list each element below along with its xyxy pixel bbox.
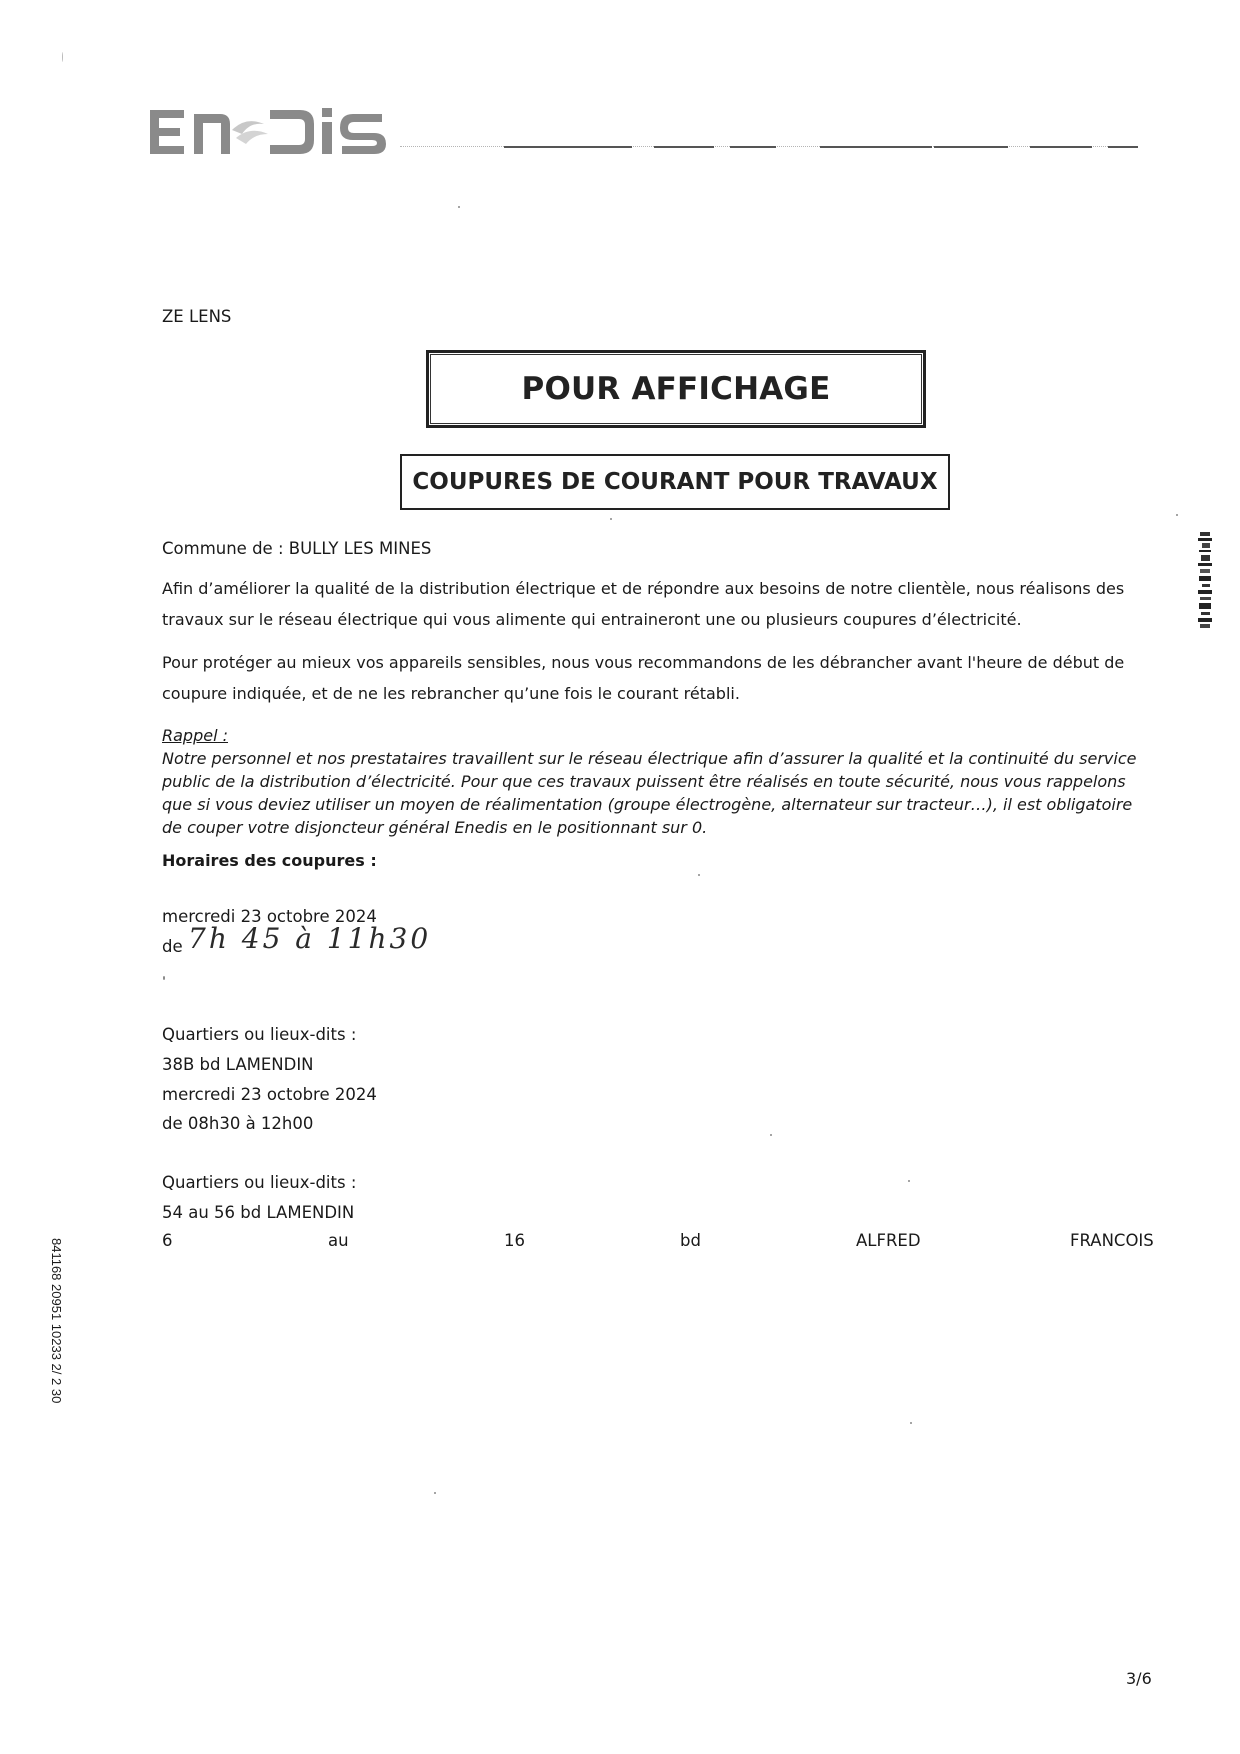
commune-line: Commune de : BULLY LES MINES — [162, 539, 432, 558]
barcode-mark — [1198, 532, 1212, 628]
outage-1-handwritten-hours: 7h 45 à 11h30 — [188, 922, 432, 955]
scan-speck — [163, 976, 165, 980]
outage-2-address: 38B bd LAMENDIN — [162, 1055, 314, 1074]
header-rule-segment — [934, 146, 1008, 148]
scan-speck — [458, 206, 460, 208]
scan-speck — [434, 1492, 436, 1494]
header-rule-segment — [1108, 146, 1138, 148]
protection-paragraph: Pour protéger au mieux vos appareils sensibles, nous vous recommandons de les débrancher avant l'heure de début de coupure indiquée, et de ne les rebrancher qu’une fois le courant rétabli. — [162, 653, 1125, 703]
page-number: 3/6 — [1126, 1669, 1152, 1688]
display-title: POUR AFFICHAGE — [521, 371, 831, 407]
scan-speck — [908, 1180, 910, 1182]
scan-speck — [62, 52, 63, 62]
header-rule-segment — [730, 146, 776, 148]
side-reference-wrapper — [44, 1238, 68, 1458]
display-title-box — [426, 350, 926, 428]
outage-3-areas-label: Quartiers ou lieux-dits : — [162, 1173, 357, 1192]
outage-3-address-2-part: ALFRED — [856, 1231, 921, 1250]
outage-1-date: mercredi 23 octobre 2024 — [162, 907, 377, 926]
scan-speck — [910, 1422, 912, 1424]
unit-label: ZE LENS — [162, 307, 232, 326]
outage-2-areas-label: Quartiers ou lieux-dits : — [162, 1025, 357, 1044]
rappel-heading — [162, 725, 228, 747]
intro-paragraph: Afin d’améliorer la qualité de la distribution électrique et de répondre aux besoins de notre clientèle, nous réalisons des travaux sur le réseau électrique qui vous alimente qui entraineront une ou plusieurs coupures d’électricité. — [162, 579, 1125, 629]
outage-3-address-2-part: FRANCOIS — [1070, 1231, 1154, 1250]
scan-speck — [770, 1134, 772, 1136]
side-reference-code: 841168 20951 10233 2/ 2 30 — [49, 1238, 64, 1404]
outage-3-address-2-part: 16 — [504, 1231, 525, 1250]
rappel-text: Notre personnel et nos prestataires travaillent sur le réseau électrique afin d’assurer la qualité et la continuité du service public de la distribution d’électricité. Pour que ces travaux puissent être réalisés en toute sécurité, nous vous rappelons que si vous deviez utiliser un moyen de réalimentation (groupe électrogène, alternateur sur tracteur…), il est obligatoire de couper votre disjoncteur général Enedis en le positionnant sur 0. — [162, 749, 1137, 837]
header-rule-segment — [504, 146, 632, 148]
header-rule-segment — [1030, 146, 1092, 148]
outage-3-address-1: 54 au 56 bd LAMENDIN — [162, 1203, 355, 1222]
outage-3-address-2-part: au — [328, 1231, 349, 1250]
subject-box — [400, 454, 950, 510]
schedule-heading: Horaires des coupures : — [162, 851, 377, 870]
subject-title: COUPURES DE COURANT POUR TRAVAUX — [412, 469, 938, 495]
outage-3-address-2-part: 6 — [162, 1231, 173, 1250]
outage-2-hours: de 08h30 à 12h00 — [162, 1114, 314, 1133]
header-rule-segment — [654, 146, 714, 148]
outage-2-date: mercredi 23 octobre 2024 — [162, 1085, 377, 1104]
outage-1-de-prefix: de — [162, 937, 183, 956]
rappel-label: Rappel — [162, 726, 218, 745]
scan-speck — [1176, 514, 1178, 516]
scan-speck — [698, 874, 700, 876]
rappel-colon: : — [217, 726, 229, 745]
enedis-logo — [150, 104, 390, 160]
header-rule-segment — [820, 146, 932, 148]
outage-3-address-2-part: bd — [680, 1231, 701, 1250]
scan-speck — [610, 518, 612, 520]
